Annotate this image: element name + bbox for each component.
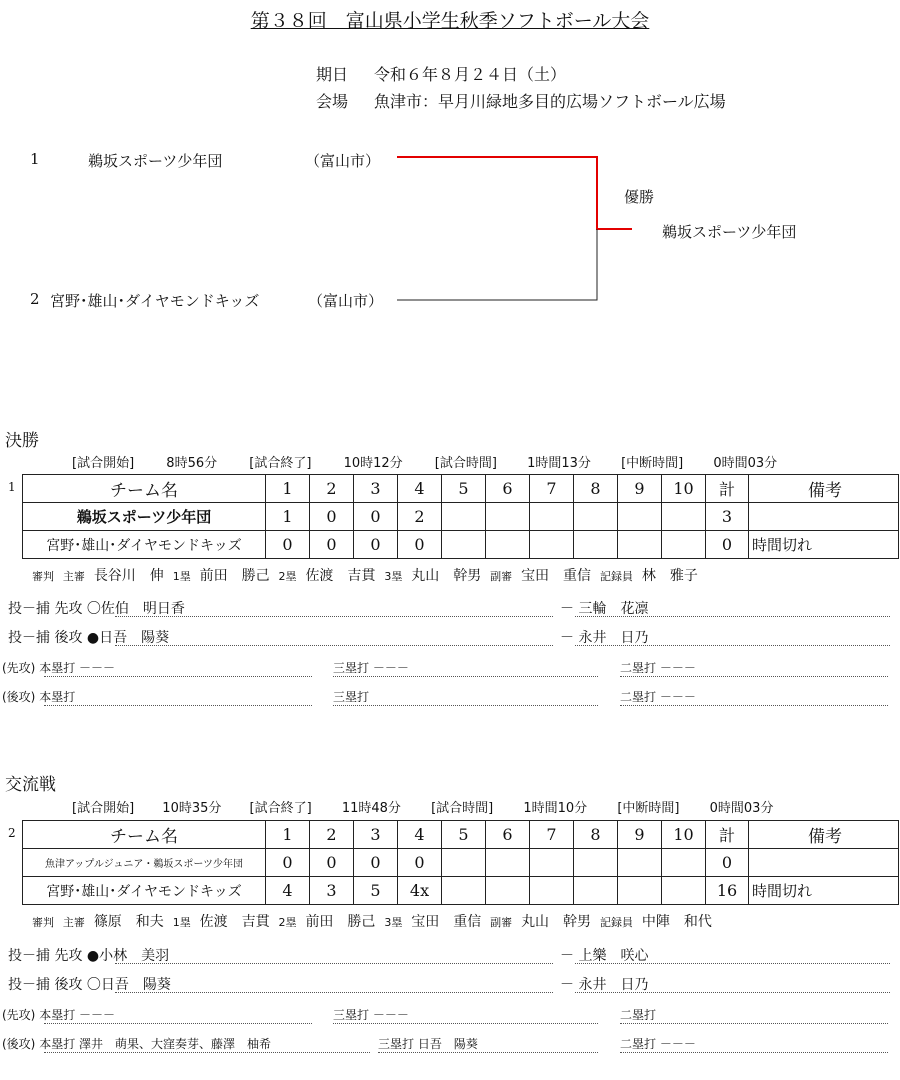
divider — [620, 1052, 888, 1053]
total-score: 0 — [706, 531, 749, 559]
inning-score — [442, 531, 486, 559]
divider — [44, 1023, 312, 1024]
battery-label: 投－捕 — [8, 948, 50, 964]
inning-score — [486, 503, 530, 531]
hits-side: (後攻) — [2, 1037, 36, 1051]
divider — [44, 1052, 370, 1053]
battery-label: 投－捕 — [8, 977, 50, 993]
date-value: 令和６年８月２４日（土） — [374, 65, 567, 84]
sub-umpire-label: 副審 — [490, 570, 513, 583]
umpire-label: 審判 — [32, 916, 54, 929]
team-name: 宮野･雄山･ダイヤモンドキッズ — [23, 531, 266, 559]
divider — [333, 676, 598, 677]
doubles: 二塁打 －－－ — [620, 1037, 696, 1051]
battery-catcher: － 上樂 咲心 — [560, 948, 649, 964]
inning-score — [618, 503, 662, 531]
sub-umpire-label: 副審 — [490, 916, 513, 929]
battery-side: 先攻 — [54, 948, 83, 964]
inning-score: 3 — [310, 877, 354, 905]
chief-umpire: 長谷川 伸 — [93, 568, 164, 584]
divider — [44, 705, 312, 706]
winner-name: 鵜坂スポーツ少年団 — [662, 223, 797, 241]
inning-score — [486, 849, 530, 877]
inning-score: 0 — [354, 531, 398, 559]
bracket-lines — [0, 0, 900, 320]
suspension-label: [中断時間] — [617, 801, 680, 816]
inning-header: 3 — [354, 475, 398, 503]
team-header: チーム名 — [23, 821, 266, 849]
team-name: 魚津アップルジュニア・鵜坂スポーツ少年団 — [23, 849, 266, 877]
bracket-team1-no: 1 — [30, 150, 40, 168]
doubles: 二塁打 －－－ — [620, 661, 696, 675]
doubles: 二塁打 — [620, 1008, 657, 1022]
inning-score — [662, 531, 706, 559]
inning-score: 0 — [354, 503, 398, 531]
divider — [575, 645, 890, 646]
start-label: [試合開始] — [72, 456, 135, 471]
home-runs: 本塁打 －－－ — [39, 661, 116, 675]
game1-section-title: 決勝 — [5, 431, 39, 451]
inning-score — [530, 877, 574, 905]
venue-label: 会場 — [316, 92, 349, 111]
inning-score: 4x — [398, 877, 442, 905]
battery-row — [8, 945, 169, 965]
divider — [333, 1023, 598, 1024]
bracket-team1-city: （富山市） — [305, 152, 381, 170]
divider — [575, 616, 890, 617]
divider — [378, 1052, 598, 1053]
divider — [575, 992, 890, 993]
inning-score — [574, 531, 618, 559]
inning-header: 3 — [354, 821, 398, 849]
inning-header: 10 — [662, 821, 706, 849]
score-row — [23, 849, 899, 877]
inning-header: 9 — [618, 821, 662, 849]
battery-label: 投－捕 — [8, 630, 50, 646]
recorder: 中陣 和代 — [641, 914, 712, 930]
divider — [44, 676, 312, 677]
sub-umpire: 丸山 幹男 — [521, 914, 592, 930]
team-name: 宮野･雄山･ダイヤモンドキッズ — [23, 877, 266, 905]
start-time: 10時35分 — [162, 801, 222, 816]
inning-header: 8 — [574, 821, 618, 849]
game2-umpires — [32, 911, 712, 931]
inning-header: 8 — [574, 475, 618, 503]
inning-header: 5 — [442, 821, 486, 849]
battery-label: 投－捕 — [8, 601, 50, 617]
date-label: 期日 — [316, 65, 349, 84]
second-base-umpire: 前田 勝己 — [305, 914, 376, 930]
game1-score-table — [22, 474, 899, 559]
divider — [575, 963, 890, 964]
loser-path-line — [397, 229, 597, 300]
duration-label: [試合時間] — [431, 801, 494, 816]
inning-score — [530, 503, 574, 531]
inning-header: 4 — [398, 821, 442, 849]
divider — [115, 616, 553, 617]
inning-header: 4 — [398, 475, 442, 503]
end-time: 10時12分 — [343, 456, 403, 471]
battery-pitcher: ●小林 美羽 — [86, 948, 170, 964]
inning-score — [618, 849, 662, 877]
end-time: 11時48分 — [341, 801, 401, 816]
triples: 三塁打 －－－ — [333, 1008, 409, 1022]
recorder-label: 記録員 — [599, 570, 633, 583]
total-score: 0 — [706, 849, 749, 877]
suspension-value: 0時間03分 — [709, 801, 774, 816]
chief-umpire: 篠原 和夫 — [93, 914, 164, 930]
third-base-umpire: 丸山 幹男 — [411, 568, 482, 584]
end-label: [試合終了] — [249, 801, 312, 816]
divider — [115, 645, 553, 646]
inning-score: 5 — [354, 877, 398, 905]
inning-header: 6 — [486, 821, 530, 849]
start-time: 8時56分 — [166, 456, 218, 471]
recorder: 林 雅子 — [641, 568, 698, 584]
score-header-row — [23, 821, 899, 849]
chief-umpire-label: 主審 — [62, 916, 85, 929]
inning-score: 0 — [310, 531, 354, 559]
inning-header: 10 — [662, 475, 706, 503]
hits-side: (先攻) — [2, 1008, 36, 1022]
hits-row — [2, 1035, 271, 1052]
duration-value: 1時間13分 — [527, 456, 591, 471]
inning-score: 0 — [266, 531, 310, 559]
hits-row — [2, 659, 115, 676]
doubles: 二塁打 －－－ — [620, 690, 696, 704]
first-base-umpire-label: 1塁 — [172, 570, 191, 583]
page-title: 第３８回 富山県小学生秋季ソフトボール大会 — [250, 10, 650, 32]
triples: 三塁打 －－－ — [333, 661, 409, 675]
game2-score-table — [22, 820, 899, 905]
battery-pitcher: 〇佐伯 明日香 — [86, 601, 185, 617]
divider — [333, 705, 598, 706]
inning-score — [486, 877, 530, 905]
inning-score: 0 — [310, 849, 354, 877]
total-score: 3 — [706, 503, 749, 531]
game2-number: 2 — [8, 826, 16, 840]
battery-row — [8, 598, 185, 618]
third-base-umpire-label: 3塁 — [384, 916, 403, 929]
inning-header: 5 — [442, 475, 486, 503]
divider — [620, 676, 888, 677]
winner-label: 優勝 — [624, 188, 655, 206]
divider — [115, 963, 553, 964]
battery-pitcher: 〇日吾 陽葵 — [86, 977, 171, 993]
winner-path-line — [397, 157, 632, 229]
inning-score: 1 — [266, 503, 310, 531]
divider — [620, 1023, 888, 1024]
inning-header: 2 — [310, 821, 354, 849]
third-base-umpire: 宝田 重信 — [411, 914, 482, 930]
battery-row — [8, 974, 171, 994]
duration-label: [試合時間] — [434, 456, 497, 471]
suspension-value: 0時間03分 — [713, 456, 778, 471]
inning-score — [618, 877, 662, 905]
sub-umpire: 宝田 重信 — [521, 568, 592, 584]
inning-score — [486, 531, 530, 559]
venue-value: 魚津市：早月川緑地多目的広場ソフトボール広場 — [374, 92, 726, 111]
start-label: [試合開始] — [72, 801, 135, 816]
inning-score — [574, 503, 618, 531]
inning-score — [662, 849, 706, 877]
score-row — [23, 503, 899, 531]
game2-section-title: 交流戦 — [5, 775, 56, 795]
first-base-umpire: 前田 勝己 — [199, 568, 270, 584]
bracket-team2-city: （富山市） — [308, 292, 384, 310]
home-runs: 本塁打 — [39, 690, 76, 704]
hits-side: (先攻) — [2, 661, 36, 675]
inning-score: 0 — [354, 849, 398, 877]
bracket-team2-no: 2 — [30, 290, 40, 308]
duration-value: 1時間10分 — [523, 801, 588, 816]
total-header: 計 — [706, 475, 749, 503]
inning-score: 4 — [266, 877, 310, 905]
inning-score: 0 — [266, 849, 310, 877]
inning-score — [530, 849, 574, 877]
chief-umpire-label: 主審 — [62, 570, 85, 583]
battery-pitcher: ●日吾 陽葵 — [86, 630, 170, 646]
game1-number: 1 — [8, 480, 16, 494]
inning-header: 9 — [618, 475, 662, 503]
second-base-umpire: 佐渡 吉貫 — [305, 568, 376, 584]
remarks — [749, 849, 899, 877]
triples: 三塁打 日吾 陽葵 — [378, 1037, 478, 1051]
umpire-label: 審判 — [32, 570, 54, 583]
inning-score — [662, 877, 706, 905]
hits-side: (後攻) — [2, 690, 36, 704]
inning-score — [442, 503, 486, 531]
inning-header: 1 — [266, 475, 310, 503]
first-base-umpire: 佐渡 吉貫 — [199, 914, 270, 930]
battery-catcher: － 永井 日乃 — [560, 977, 649, 993]
battery-catcher: － 三輪 花凛 — [560, 601, 649, 617]
team-name: 鵜坂スポーツ少年団 — [23, 503, 266, 531]
remarks-header: 備考 — [749, 821, 899, 849]
inning-score — [442, 877, 486, 905]
inning-header: 7 — [530, 475, 574, 503]
game2-meta — [72, 797, 773, 816]
inning-score: 2 — [398, 503, 442, 531]
inning-header: 7 — [530, 821, 574, 849]
remarks-header: 備考 — [749, 475, 899, 503]
inning-score — [618, 531, 662, 559]
bracket-team2-name: 宮野･雄山･ダイヤモンドキッズ — [50, 292, 260, 310]
total-header: 計 — [706, 821, 749, 849]
inning-score — [530, 531, 574, 559]
total-score: 16 — [706, 877, 749, 905]
bracket-team1-name: 鵜坂スポーツ少年団 — [88, 152, 223, 170]
battery-catcher: － 永井 日乃 — [560, 630, 649, 646]
remarks: 時間切れ — [749, 531, 899, 559]
triples: 三塁打 — [333, 690, 370, 704]
remarks: 時間切れ — [749, 877, 899, 905]
second-base-umpire-label: 2塁 — [278, 570, 297, 583]
inning-header: 2 — [310, 475, 354, 503]
battery-side: 後攻 — [54, 630, 83, 646]
first-base-umpire-label: 1塁 — [172, 916, 191, 929]
inning-header: 6 — [486, 475, 530, 503]
remarks — [749, 503, 899, 531]
inning-score — [442, 849, 486, 877]
divider — [620, 705, 888, 706]
third-base-umpire-label: 3塁 — [384, 570, 403, 583]
home-runs: 本塁打 澤井 萌果、大窪奏芽、藤澤 柚希 — [39, 1037, 272, 1051]
inning-score — [662, 503, 706, 531]
inning-score: 0 — [310, 503, 354, 531]
hits-row — [2, 1006, 115, 1023]
inning-score — [574, 877, 618, 905]
inning-score: 0 — [398, 849, 442, 877]
recorder-label: 記録員 — [599, 916, 633, 929]
battery-side: 後攻 — [54, 977, 83, 993]
score-row — [23, 531, 899, 559]
second-base-umpire-label: 2塁 — [278, 916, 297, 929]
home-runs: 本塁打 －－－ — [39, 1008, 116, 1022]
hits-row — [2, 688, 75, 705]
game1-umpires — [32, 565, 698, 585]
suspension-label: [中断時間] — [621, 456, 684, 471]
end-label: [試合終了] — [249, 456, 312, 471]
score-header-row — [23, 475, 899, 503]
inning-header: 1 — [266, 821, 310, 849]
inning-score — [574, 849, 618, 877]
team-header: チーム名 — [23, 475, 266, 503]
divider — [115, 992, 553, 993]
inning-score: 0 — [398, 531, 442, 559]
battery-side: 先攻 — [54, 601, 83, 617]
battery-row — [8, 627, 169, 647]
game1-meta — [72, 452, 777, 471]
score-row — [23, 877, 899, 905]
